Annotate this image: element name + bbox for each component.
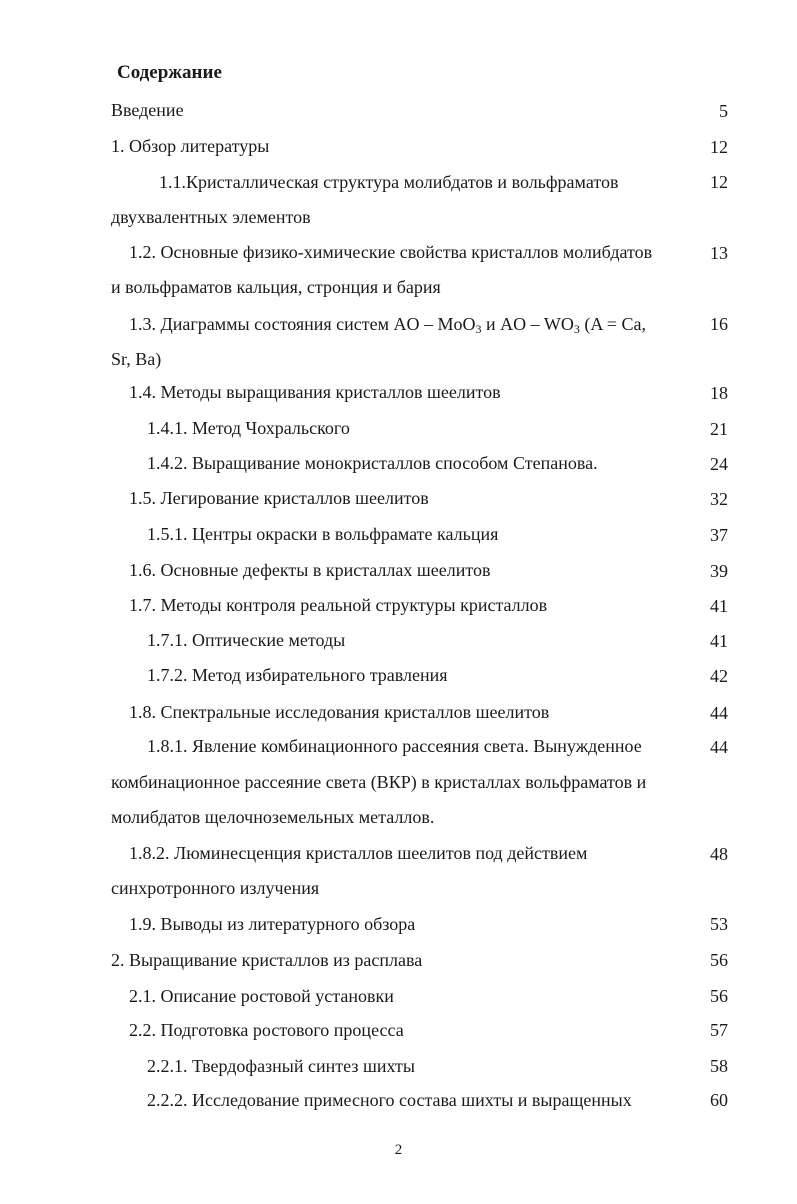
toc-page: 16 — [710, 314, 728, 334]
toc-entry-1-3-cont: Sr, Ba) — [111, 349, 162, 369]
toc-page: 57 — [710, 1020, 728, 1040]
toc-entry-1-7-2: 1.7.2. Метод избирательного травления — [147, 665, 448, 685]
toc-entry-1-4-2: 1.4.2. Выращивание монокристаллов способом Степанова. — [147, 453, 598, 473]
toc-page: 37 — [710, 525, 728, 545]
toc-entry-2-2-1: 2.2.1. Твердофазный синтез шихты — [147, 1056, 415, 1076]
toc-entry-1-8-1: 1.8.1. Явление комбинационного рассеяния света. Вынужденное — [147, 736, 642, 756]
toc-entry-1-5: 1.5. Легирование кристаллов шеелитов — [129, 488, 429, 508]
toc-entry-intro: Введение — [111, 100, 184, 120]
toc-page: 48 — [710, 844, 728, 864]
toc-entry-1-9: 1.9. Выводы из литературного обзора — [129, 914, 416, 934]
toc-page: 53 — [710, 914, 728, 934]
toc-entry-1-3: 1.3. Диаграммы состояния систем AO – MoO$_3$ и AO – $WO_3$ (A = Ca, — [129, 314, 646, 336]
toc-page: 56 — [710, 986, 728, 1006]
toc-page: 44 — [710, 737, 728, 757]
toc-page: 18 — [710, 383, 728, 403]
toc-entry-1-8-1-cont2: молибдатов щелочноземельных металлов. — [111, 807, 435, 827]
toc-page: 44 — [710, 703, 728, 723]
toc-entry-1-1-cont: двухвалентных элементов — [111, 207, 311, 227]
toc-entry-1-4-1: 1.4.1. Метод Чохральского — [147, 418, 350, 438]
toc-page: 21 — [710, 419, 728, 439]
toc-entry-1-5-1: 1.5.1. Центры окраски в вольфрамате кальция — [147, 524, 499, 544]
toc-entry-2-2-2: 2.2.2. Исследование примесного состава шихты и выращенных — [147, 1090, 632, 1110]
toc-page: 41 — [710, 596, 728, 616]
toc-entry-1-2: 1.2. Основные физико-химические свойства кристаллов молибдатов — [129, 242, 653, 262]
toc-page: 5 — [719, 101, 728, 121]
toc-entry-1-8-2-cont: синхротронного излучения — [111, 878, 320, 898]
toc-entry-1: 1. Обзор литературы — [111, 136, 270, 156]
toc-page: 42 — [710, 666, 728, 686]
toc-page: 60 — [710, 1090, 728, 1110]
page-title: Содержание — [117, 62, 222, 83]
toc-page: 56 — [710, 950, 728, 970]
toc-entry-1-7: 1.7. Методы контроля реальной структуры кристаллов — [129, 595, 548, 615]
toc-page: 24 — [710, 454, 728, 474]
toc-page: 13 — [710, 243, 728, 263]
toc-page: 41 — [710, 631, 728, 651]
toc-entry-2-1: 2.1. Описание ростовой установки — [129, 986, 394, 1006]
toc-entry-1-8-2: 1.8.2. Люминесценция кристаллов шеелитов под действием — [129, 843, 588, 863]
toc-entry-1-7-1: 1.7.1. Оптические методы — [147, 630, 346, 650]
toc-page: 39 — [710, 561, 728, 581]
toc-entry-1-8: 1.8. Спектральные исследования кристаллов шеелитов — [129, 702, 550, 722]
toc-entry-2: 2. Выращивание кристаллов из расплава — [111, 950, 423, 970]
toc-entry-1-4: 1.4. Методы выращивания кристаллов шеелитов — [129, 382, 501, 402]
toc-page: 32 — [710, 489, 728, 509]
toc-entry-1-1: 1.1.Кристаллическая структура молибдатов и вольфраматов — [159, 172, 619, 192]
toc-entry-1-6: 1.6. Основные дефекты в кристаллах шеелитов — [129, 560, 491, 580]
toc-entry-1-8-1-cont: комбинационное рассеяние света (ВКР) в кристаллах вольфраматов и — [111, 772, 647, 792]
page-number: 2 — [394, 1142, 403, 1158]
toc-page: 12 — [710, 172, 728, 192]
toc-entry-2-2: 2.2. Подготовка ростового процесса — [129, 1020, 404, 1040]
toc-page: 58 — [710, 1056, 728, 1076]
toc-page: 12 — [710, 137, 728, 157]
toc-entry-1-2-cont: и вольфраматов кальция, стронция и бария — [111, 277, 441, 297]
